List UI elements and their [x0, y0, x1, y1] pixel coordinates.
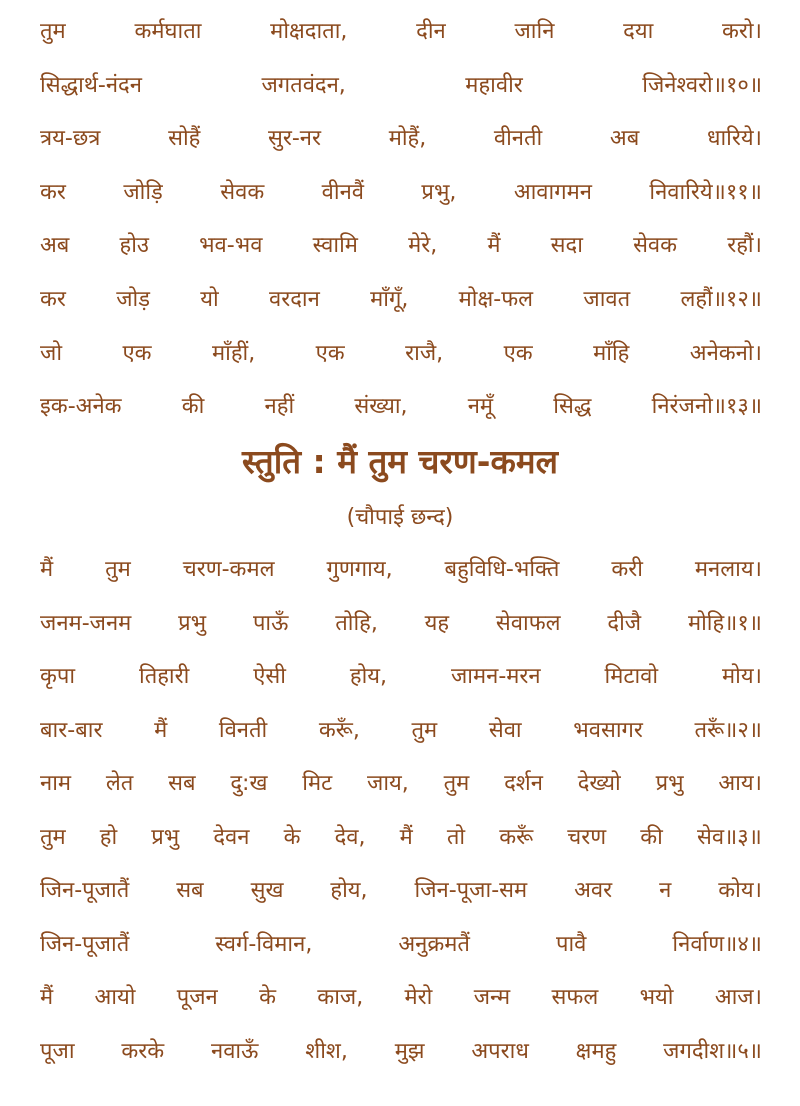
verse-word: करूँ,	[318, 717, 360, 743]
verse-word: रहौं।	[727, 233, 762, 259]
verse-word: चरण-कमल	[182, 557, 275, 582]
verse-word: सुख	[250, 878, 284, 903]
verse-word: न	[659, 878, 672, 903]
verse-word: लहौं॥१२॥	[680, 287, 762, 312]
verse-word: कर्मघाता	[134, 19, 202, 44]
verse-line	[40, 662, 762, 692]
verse-word: मेरे,	[408, 233, 438, 259]
verse-word: मिटावो	[604, 664, 659, 689]
verse-word: सेव॥३॥	[696, 824, 762, 850]
verse-word: कर	[40, 179, 66, 205]
verse-word: मनलाय।	[694, 557, 762, 582]
verse-word: तरूँ॥२॥	[694, 717, 762, 743]
verse-word: बहुविधि-भक्ति	[444, 557, 560, 582]
verse-word: जाय,	[367, 771, 409, 796]
verse-word: कोय।	[718, 878, 762, 903]
verse-word: सुर-नर	[268, 126, 322, 152]
chhand-subtitle: (चौपाई छन्द)	[346, 505, 454, 530]
verse-line	[40, 392, 762, 422]
verse-word: देवन	[213, 824, 250, 850]
verse-word: देव,	[334, 824, 366, 850]
stuti-title: स्तुति : मैं तुम चरण-कमल	[242, 442, 558, 481]
verse-word: दु:ख	[230, 771, 268, 796]
verse-word: सब	[176, 878, 204, 903]
verse-word: प्रभु	[655, 771, 684, 796]
verse-word: तुम	[40, 19, 66, 44]
verse-word: मैं	[487, 233, 501, 259]
verse-word: जिनेश्वरो॥१०॥	[642, 72, 762, 98]
verse-word: तिहारी	[139, 664, 190, 689]
verse-word: मुझ	[394, 1038, 425, 1064]
verse-word: होय,	[330, 878, 368, 903]
verse-word: दर्शन	[504, 771, 543, 796]
verse-word: के	[283, 824, 301, 850]
verse-word: जगदीश॥५॥	[663, 1038, 762, 1064]
verse-word: तुम	[105, 557, 131, 582]
verse-word: जोड़ि	[123, 179, 163, 205]
verse-line	[40, 716, 762, 746]
verse-word: मैं	[154, 717, 168, 743]
verse-word: स्वामि	[312, 233, 358, 259]
verse-word: तुम	[411, 717, 438, 743]
verse-word: काज,	[317, 985, 364, 1010]
verse-word: अब	[609, 126, 640, 152]
verse-word: अवर	[574, 878, 613, 903]
verse-word: ऐसी	[253, 664, 286, 689]
verse-word: यह	[424, 610, 450, 636]
verse-word: यो	[200, 287, 219, 312]
verse-word: निरंजनो॥१३॥	[651, 394, 762, 420]
verse-word: जिन-पूजा-सम	[414, 878, 528, 903]
verse-word: सिद्ध	[553, 394, 592, 420]
verse-word: पूजा	[40, 1038, 75, 1064]
verse-word: लेत	[105, 771, 134, 796]
verse-word: चरण	[567, 824, 607, 850]
verse-word: की	[181, 394, 205, 420]
verse-word: वरदान	[269, 287, 320, 312]
verse-word: पूजन	[176, 985, 218, 1010]
verse-word: सदा	[550, 233, 583, 259]
verse-word: माँहि	[593, 340, 630, 366]
verse-word: तो	[446, 824, 466, 850]
verse-word: विनती	[218, 717, 268, 743]
verse-word: जोड़	[116, 287, 150, 312]
verse-word: माँगूँ,	[370, 287, 409, 312]
verse-word: मैं	[40, 985, 54, 1010]
verse-line	[40, 339, 762, 369]
verse-word: सिद्धार्थ-नंदन	[40, 72, 142, 98]
verse-word: प्रभु	[151, 824, 180, 850]
verse-word: हो	[99, 824, 118, 850]
verse-line	[40, 71, 762, 101]
verse-word: आज।	[714, 985, 762, 1010]
verse-word: गुणगाय,	[326, 557, 393, 582]
verse-word: सेवक	[633, 233, 678, 259]
verse-word: नाम	[40, 771, 72, 796]
verse-word: मैं	[399, 824, 413, 850]
verse-word: सेवाफल	[495, 610, 561, 636]
verse-word: देख्यो	[577, 771, 621, 796]
verse-word: तुम	[443, 771, 470, 796]
verse-word: करके	[121, 1038, 165, 1064]
verse-word: करी	[611, 557, 643, 582]
verse-word: एक	[315, 340, 345, 366]
verse-word: नवाऊँ	[210, 1038, 259, 1064]
verse-line	[40, 124, 762, 154]
verse-word: होय,	[349, 664, 388, 689]
verse-word: मैं	[40, 557, 54, 582]
verse-word: प्रभु	[178, 610, 207, 636]
verse-word: त्रय-छत्र	[40, 126, 101, 152]
verse-word: भयो	[639, 985, 674, 1010]
verse-word: कृपा	[40, 664, 76, 689]
verse-word: इक-अनेक	[40, 394, 122, 420]
verse-word: करूँ	[499, 824, 534, 850]
verse-word: नमूँ	[467, 394, 494, 420]
verse-word: तुम	[40, 824, 66, 850]
verse-word: आय।	[718, 771, 762, 796]
verse-word: करो।	[722, 19, 762, 44]
verse-word: अब	[40, 233, 70, 259]
verse-word: अनेकनो।	[689, 340, 762, 366]
verse-line	[40, 930, 762, 960]
verse-word: मोहि॥१॥	[687, 610, 762, 636]
verse-word: सेवा	[488, 717, 522, 743]
verse-line	[40, 285, 762, 315]
verse-word: शीश,	[305, 1038, 348, 1064]
verse-line	[40, 231, 762, 261]
verse-word: पाऊँ	[252, 610, 289, 636]
verse-word: तोहि,	[335, 610, 378, 636]
verse-line	[40, 178, 762, 208]
verse-word: एक	[503, 340, 533, 366]
verse-word: प्रभु,	[421, 179, 457, 205]
verse-word: नहीं	[264, 394, 295, 420]
verse-word: वीनती	[493, 126, 543, 152]
verse-line	[40, 823, 762, 853]
verse-word: निर्वाण॥४॥	[672, 931, 762, 957]
verse-word: जामन-मरन	[450, 664, 541, 689]
verse-word: पावै	[555, 931, 587, 957]
verse-word: होउ	[119, 233, 149, 259]
verse-word: संख्या,	[354, 394, 408, 420]
verse-word: धारिये।	[706, 126, 762, 152]
verse-word: दीजै	[607, 610, 642, 636]
verse-word: वीनवैं	[321, 179, 365, 205]
verse-word: आयो	[94, 985, 136, 1010]
verse-word: जनम-जनम	[40, 610, 132, 636]
verse-word: निवारिये॥११॥	[649, 179, 762, 205]
verse-word: सोहैं	[168, 126, 201, 152]
verse-word: एक	[122, 340, 152, 366]
verse-word: सेवक	[220, 179, 265, 205]
verse-word: अनुक्रमतैं	[398, 931, 470, 957]
verse-word: मोय।	[722, 664, 762, 689]
verse-word: माँहीं,	[211, 340, 256, 366]
verse-line	[40, 983, 762, 1013]
verse-word: जो	[40, 340, 63, 366]
verse-word: मोक्षदाता,	[270, 19, 348, 44]
verse-word: आवागमन	[513, 179, 592, 205]
verse-line	[40, 876, 762, 906]
verse-word: जिन-पूजातैं	[40, 931, 130, 957]
verse-word: स्वर्ग-विमान,	[215, 931, 313, 957]
verse-word: राजै,	[405, 340, 444, 366]
verse-word: दया	[623, 19, 654, 44]
verse-word: मोहैं,	[388, 126, 427, 152]
verse-line	[40, 769, 762, 799]
verse-word: बार-बार	[40, 717, 103, 743]
verse-word: दीन	[416, 19, 446, 44]
verse-word: जन्म	[473, 985, 511, 1010]
verse-word: के	[259, 985, 276, 1010]
verse-word: भव-भव	[199, 233, 263, 259]
verse-word: मिट	[302, 771, 333, 796]
verse-word: सफल	[551, 985, 599, 1010]
verse-line	[40, 609, 762, 639]
verse-word: भवसागर	[573, 717, 643, 743]
verse-word: मेरो	[404, 985, 433, 1010]
verse-word: महावीर	[465, 72, 523, 98]
verse-word: जगतवंदन,	[261, 72, 346, 98]
verse-word: जावत	[583, 287, 631, 312]
verse-word: सब	[168, 771, 196, 796]
verse-line	[40, 17, 762, 47]
verse-word: की	[640, 824, 663, 850]
verse-word: क्षमहु	[575, 1038, 617, 1064]
verse-word: कर	[40, 287, 66, 312]
verse-word: जानि	[514, 19, 555, 44]
verse-word: अपराध	[471, 1038, 529, 1064]
verse-word: जिन-पूजातैं	[40, 878, 130, 903]
verse-line	[40, 555, 762, 585]
verse-word: मोक्ष-फल	[458, 287, 534, 312]
verse-line	[40, 1037, 762, 1067]
